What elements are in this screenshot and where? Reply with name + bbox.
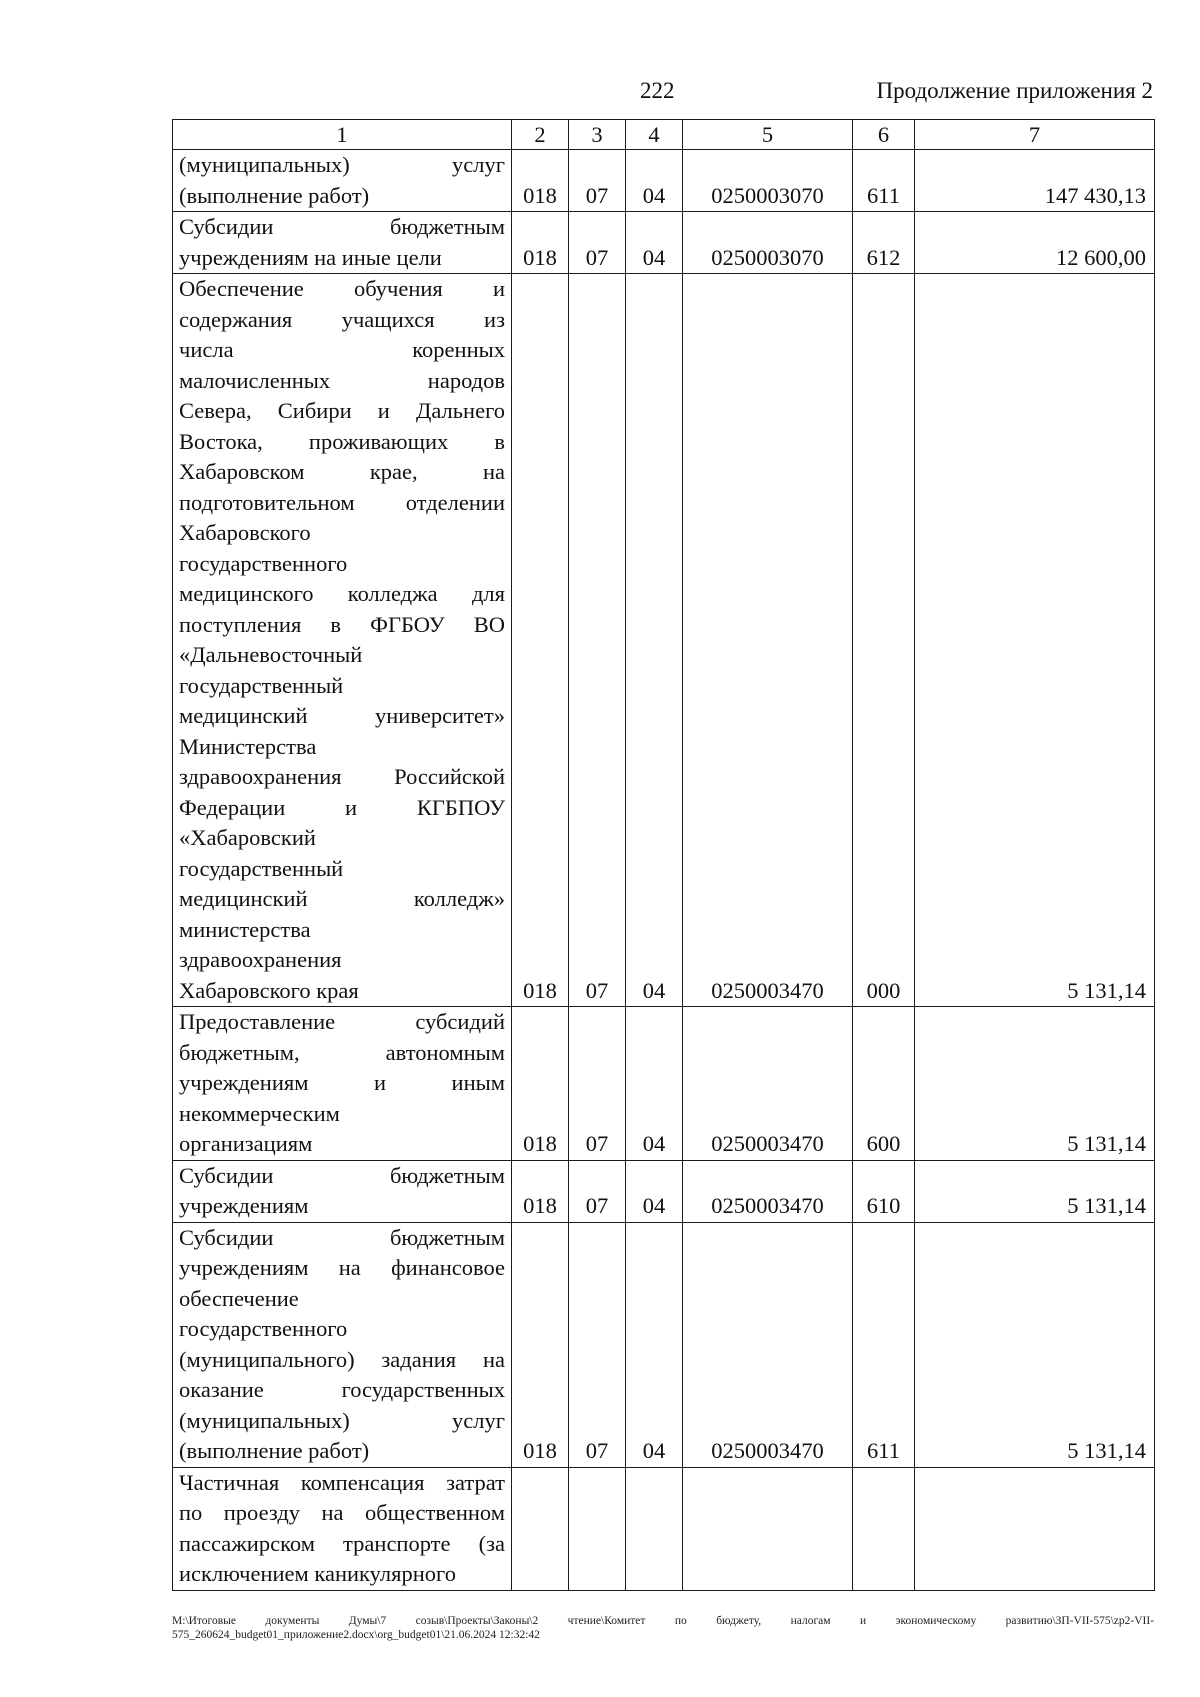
column-header-1: 1 [173,120,512,150]
row-name-line: Севера, Сибири и Дальнего [179,398,505,423]
amount-cell: 5 131,14 [915,1007,1155,1161]
row-name-line: Федерации и КГБПОУ [179,794,505,820]
subsection-code-cell: 04 [626,1160,683,1222]
section-code-cell: 07 [569,274,626,1007]
row-name-line: Министерства [179,733,317,759]
subsection-code-cell [626,1467,683,1590]
row-name-line: учреждениям [179,1193,309,1218]
amount-cell: 5 131,14 [915,1160,1155,1222]
ministry-code-cell: 018 [512,1222,569,1467]
table-row [173,212,1155,274]
row-name-line: государственный [179,672,344,698]
row-name-line: Субсидии бюджетным [179,214,505,239]
row-name-line: Хабаровского [179,520,311,545]
row-name-cell [173,1467,512,1590]
row-name-line: государственного [179,1316,348,1341]
row-name-line: учреждениям и иным [179,1070,505,1095]
row-name-line: подготовительном отделении [179,489,505,515]
table-row [173,1467,1155,1590]
row-name-line: поступления в ФГБОУ ВО [179,611,505,637]
table-header-row [173,120,1155,150]
expense-type-cell: 000 [853,274,915,1007]
row-name-line: Предоставление субсидий [179,1009,505,1034]
target-article-cell: 0250003470 [683,1222,853,1467]
column-header-5: 5 [683,120,853,150]
row-name-line: Субсидии бюджетным [179,1162,505,1188]
ministry-code-cell: 018 [512,1160,569,1222]
row-name-cell [173,1222,512,1467]
target-article-cell: 0250003470 [683,274,853,1007]
row-name-line: пассажирском транспорте (за [179,1530,505,1556]
amount-cell: 5 131,14 [915,274,1155,1007]
row-name-line: (выполнение работ) [179,182,370,208]
row-name-line: бюджетным, автономным [179,1039,505,1065]
section-code-cell: 07 [569,1007,626,1161]
row-name-line: (выполнение работ) [179,1438,370,1463]
row-name-cell [173,150,512,212]
subsection-code-cell: 04 [626,274,683,1007]
expense-type-cell: 600 [853,1007,915,1161]
subsection-code-cell: 04 [626,1222,683,1467]
row-name-line: «Дальневосточный [179,642,363,667]
row-name-line: Субсидии бюджетным [179,1224,505,1250]
subsection-code-cell: 04 [626,212,683,274]
expense-type-cell: 610 [853,1160,915,1222]
row-name-line: малочисленных народов [179,367,505,393]
row-name-line: учреждениям на иные цели [179,244,442,270]
section-code-cell: 07 [569,1160,626,1222]
row-name-line: Хабаровском крае, на [179,459,505,484]
column-header-6: 6 [853,120,915,150]
amount-cell: 12 600,00 [915,212,1155,274]
row-name-line: оказание государственных [179,1377,505,1402]
row-name-cell [173,274,512,1007]
subsection-code-cell: 04 [626,1007,683,1161]
row-name-line: министерства [179,916,311,942]
target-article-cell [683,1467,853,1590]
table-row [173,274,1155,1007]
row-name-line: Обеспечение обучения и [179,276,505,301]
amount-cell: 147 430,13 [915,150,1155,212]
row-name-line: (муниципального) задания на [179,1346,505,1372]
table-body [173,150,1155,1591]
row-name-line: учреждениям на финансовое [179,1255,505,1280]
section-code-cell: 07 [569,212,626,274]
column-header-2: 2 [512,120,569,150]
target-article-cell: 0250003070 [683,150,853,212]
table-row [173,1222,1155,1467]
expense-type-cell: 611 [853,1222,915,1467]
row-name-line: (муниципальных) услуг [179,1407,505,1433]
column-header-3: 3 [569,120,626,150]
row-name-cell [173,1160,512,1222]
row-name-line: исключением каникулярного [179,1561,456,1586]
appendix-continuation-label: Продолжение приложения 2 [876,78,1153,103]
row-name-line: содержания учащихся из [179,306,505,332]
row-name-line: медицинский колледж» [179,886,505,911]
column-header-7: 7 [915,120,1155,150]
subsection-code-cell: 04 [626,150,683,212]
ministry-code-cell: 018 [512,150,569,212]
section-code-cell: 07 [569,1222,626,1467]
row-name-line: по проезду на общественном [179,1500,505,1525]
row-name-line: Частичная компенсация затрат [179,1469,505,1495]
table-row [173,1160,1155,1222]
row-name-line: (муниципальных) услуг [179,152,505,177]
row-name-cell [173,212,512,274]
row-name-line: медицинского колледжа для [179,581,505,606]
amount-cell: 5 131,14 [915,1222,1155,1467]
row-name-line: некоммерческим [179,1100,340,1126]
row-name-line: медицинский университет» [179,703,505,728]
row-name-line: «Хабаровский [179,825,316,850]
row-name-line: государственного [179,550,348,576]
section-code-cell [569,1467,626,1590]
target-article-cell: 0250003070 [683,212,853,274]
table-row [173,150,1155,212]
ministry-code-cell: 018 [512,1007,569,1161]
ministry-code-cell: 018 [512,212,569,274]
ministry-code-cell: 018 [512,274,569,1007]
row-name-line: здравоохранения Российской [179,764,505,789]
page-number: 222 [640,78,675,103]
section-code-cell: 07 [569,150,626,212]
footer-file-path: M:\Итоговые документы Думы\7 созыв\Проекты\Законы\2 чтение\Комитет по бюджету, налогам и экономическому развитию\ЗП-VII-575\zp2-VII-575_260624_budget01_приложение2.docx\org_budget01\21.06.2024 12:32:42 [172,1615,1154,1641]
ministry-code-cell [512,1467,569,1590]
row-name-line: государственный [179,855,344,881]
table-row [173,1007,1155,1161]
row-name-line: здравоохранения [179,947,342,972]
row-name-line: организациям [179,1131,313,1156]
column-header-4: 4 [626,120,683,150]
row-name-line: Востока, проживающих в [179,428,505,454]
row-name-line: обеспечение [179,1285,299,1311]
row-name-cell [173,1007,512,1161]
expense-type-cell: 611 [853,150,915,212]
target-article-cell: 0250003470 [683,1007,853,1161]
expense-type-cell: 612 [853,212,915,274]
row-name-line: числа коренных [179,337,505,362]
expense-type-cell [853,1467,915,1590]
budget-table [172,119,1155,1591]
row-name-line: Хабаровского края [179,977,359,1003]
amount-cell [915,1467,1155,1590]
target-article-cell: 0250003470 [683,1160,853,1222]
